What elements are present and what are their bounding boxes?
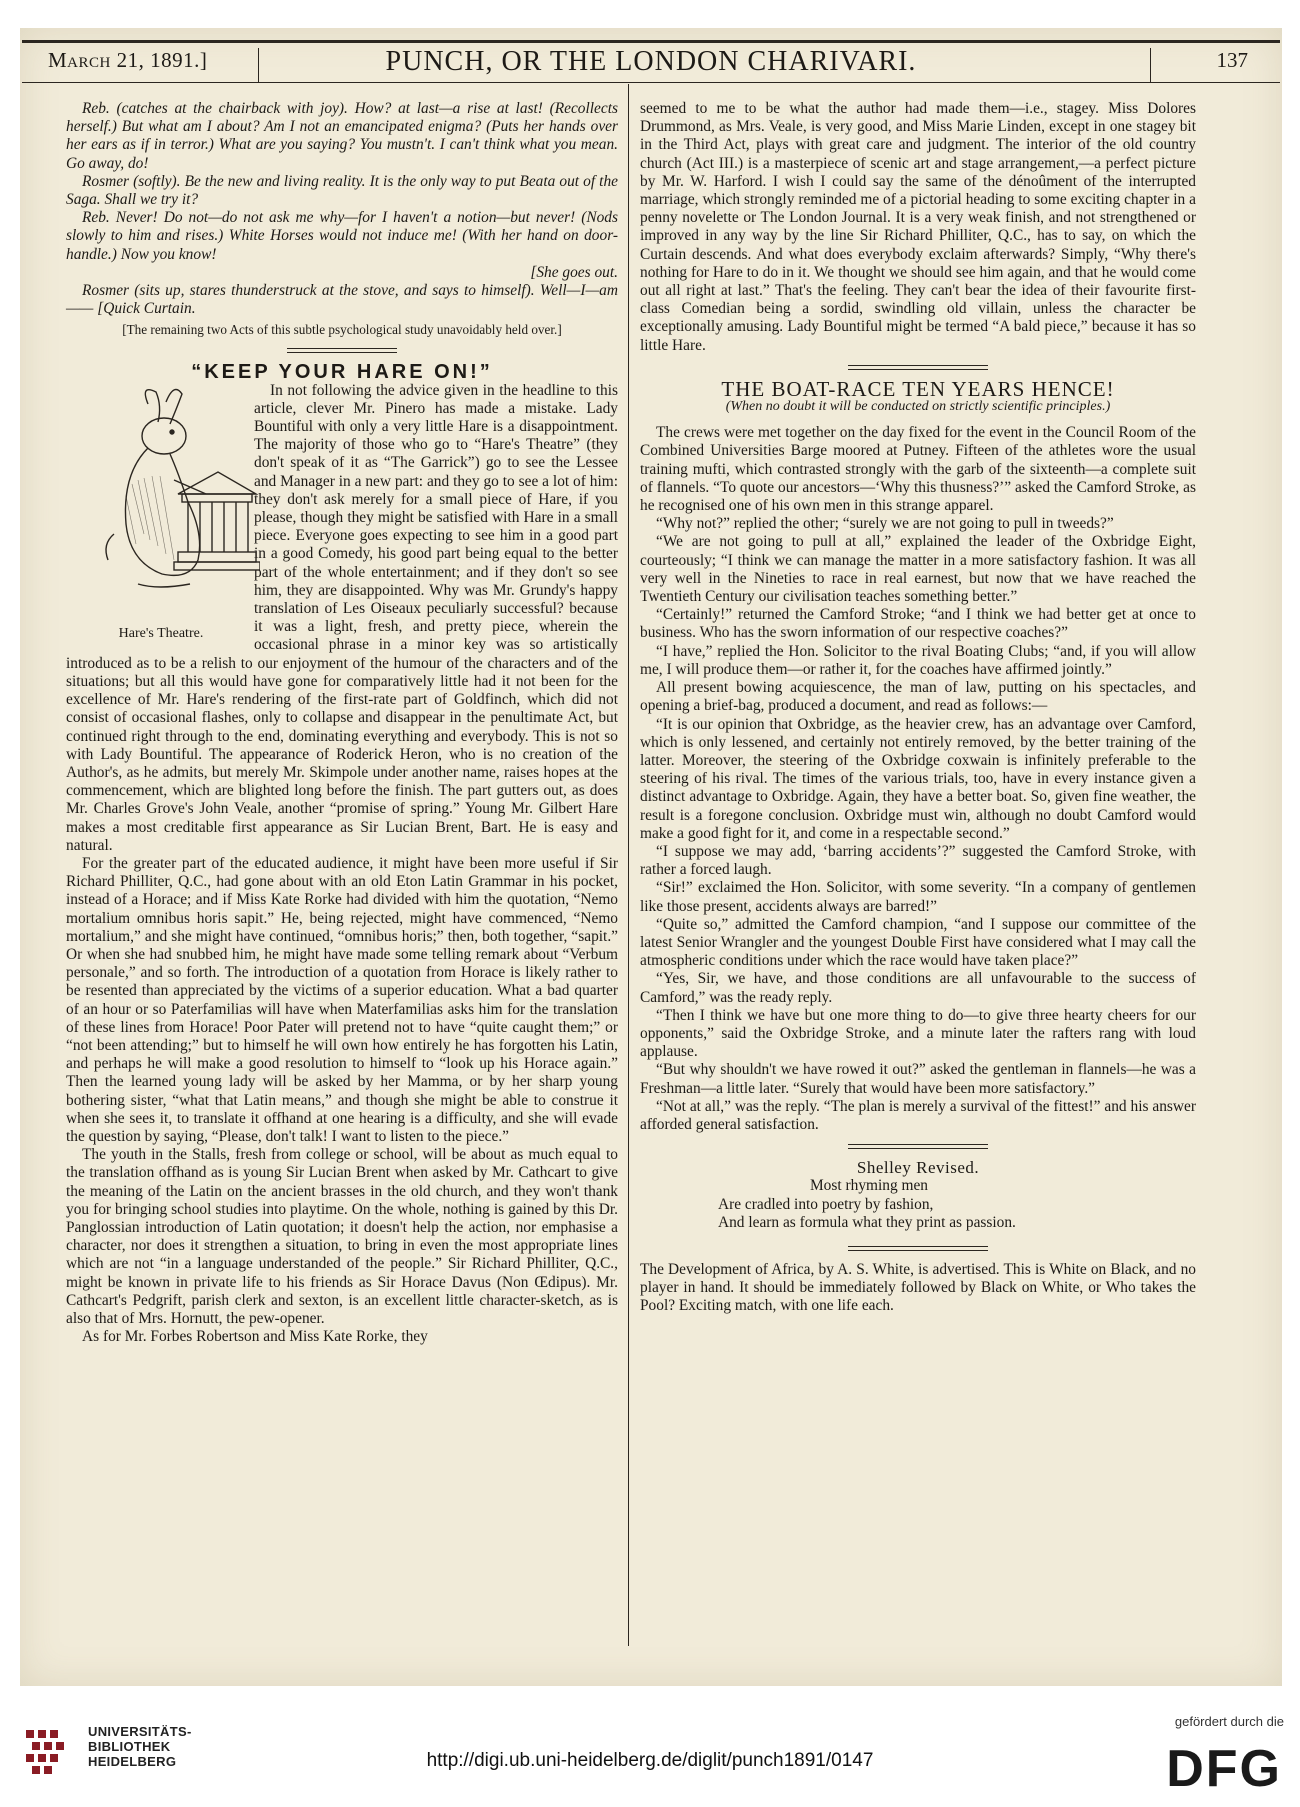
article-paragraph bbox=[66, 382, 618, 855]
article-paragraph: The youth in the Stalls, fresh from college or school, will be about as much equal to the translation offhand as is young Sir Lucian Brent when asked by Mr. Cathcart to give the meaning of the Latin on the ancient brasses in the old church, and they won't thank you for bringing school studies into playtime. On the whole, nothing is gained by this Dr. Panglossian introduction of Latin quotation; it doesn't help the action, nor emphasise a character, nor does it strengthen a situation, to bring in even the most appropriate lines which are not “in a language understanded of the people.” Sir Richard Philliter, Q.C., might be known in private life to his friends as Sir Horace Davus (Non Œdipus). Mr. Cathcart's Pedgrift, parish clerk and sexton, is an excellent little character-sketch, as is also that of Mrs. Hornutt, the pew-opener. bbox=[66, 1146, 618, 1327]
library-name-line: UNIVERSITÄTS- bbox=[88, 1724, 192, 1739]
article-paragraph: “I suppose we may add, ‘barring accidents’?” suggested the Camford Stroke, with rather a forced laugh. bbox=[640, 842, 1196, 879]
left-column bbox=[66, 100, 618, 1346]
article-paragraph: “But why shouldn't we have rowed it out?” asked the gentleman in flannels—he was a Freshman—a little later. “Surely that would have been more satisfactory.” bbox=[640, 1061, 1196, 1097]
header-divider-right bbox=[1150, 48, 1151, 82]
article-paragraph: “Quite so,” admitted the Camford champion, “and I suppose our committee of the latest Senior Wrangler and the youngest Double First have considered what I may call the atmospheric conditions under which the race would have taken place?” bbox=[640, 915, 1196, 970]
play-line: Reb. (catches at the chairback with joy). How? at last—a rise at last! (Recollects herself.) But what am I about? Am I not an emancipated enigma? (Puts her hands over her ears as if in terror.) What are you saying? You mustn't. I can't think what you mean. Go away, do! bbox=[66, 100, 618, 172]
stage-direction: [She goes out. bbox=[530, 263, 618, 281]
library-name-line: BIBLIOTHEK bbox=[88, 1739, 171, 1754]
article-paragraph: The crews were met together on the day fixed for the event in the Council Room of the Combined Universities Barge moored at Putney. Fifteen of the athletes wore the usual training mufti, which contrasted strongly with the garb of the sixteenth—a complete suit of flannels. “To quote our ancestors—‘Why this thusness?’” asked the Camford Stroke, as he recognised one of his own men in this strange apparel. bbox=[640, 424, 1196, 515]
header-rule bbox=[22, 40, 1280, 43]
article-paragraph: “We are not going to pull at all,” explained the leader of the Oxbridge Eight, courteously; “I think we can manage the matter in a more satisfactory fashion. It was all very well in the Nineties to race in real earnest, but now that we have reached the Twentieth Century our civilisation teaches something better.” bbox=[640, 533, 1196, 606]
article-paragraph: “Then I think we have but one more thing to do—to give three hearty cheers for our opponents,” said the Oxbridge Stroke, and a minute later the rafters rang with loud applause. bbox=[640, 1006, 1196, 1061]
article-paragraph: “Certainly!” returned the Camford Stroke; “and I think we had better get at once to business. Who has the sworn information of our respective coaches?” bbox=[640, 606, 1196, 642]
editor-note: [The remaining two Acts of this subtle psychological study unavoidably held over.] bbox=[122, 322, 562, 338]
play-line: Reb. Never! Do not—do not ask me why—for I haven't a notion—but never! (Nods slowly to him and rises.) White Horses would not induce me! (With her hand on door-handle.) Now you know! bbox=[66, 209, 618, 263]
page-title: PUNCH, OR THE LONDON CHARIVARI. bbox=[385, 46, 917, 77]
article-heading: THE BOAT-RACE TEN YEARS HENCE! bbox=[721, 376, 1115, 401]
funding-note: gefördert durch die bbox=[1174, 1714, 1284, 1729]
section-separator bbox=[848, 365, 988, 370]
dfg-logo-icon bbox=[1134, 1736, 1284, 1792]
header-rule-bottom bbox=[22, 82, 1280, 83]
right-column bbox=[640, 100, 1196, 1316]
figure-caption: Hare's Theatre. bbox=[118, 626, 204, 642]
article-paragraph: “Sir!” exclaimed the Hon. Solicitor, with some severity. “In a company of gentlemen like those present, accidents always are barred!” bbox=[640, 879, 1196, 915]
section-separator bbox=[848, 1246, 988, 1251]
article-paragraph: The Development of Africa, by A. S. White, is advertised. This is White on Black, and no player in hand. It should be immediately followed by Black on White, or Who takes the Pool? Exciting match, with one life each. bbox=[640, 1260, 1196, 1315]
poem-title: Shelley Revised. bbox=[856, 1158, 980, 1178]
hare-illustration bbox=[62, 384, 244, 644]
article-paragraph: For the greater part of the educated audience, it might have been more useful if Sir Richard Philliter, Q.C., had gone about with an old Eton Latin Grammar in his pocket, instead of a Horace; and if Miss Kate Rorke had divided with him the quotation, “Nemo mortalium omnibus horis sapit.” He, being rejected, might have commenced, “Nemo mortalium,” and she might have continued, “omnibus horis;” then, both together, “sapit.” Or when she had snubbed him, he might have made some telling remark about “Verbum personale,” and so forth. The introduction of a quotation from Horace is likely rather to be resented than appreciated by the victims of a superior education. What a bad quarter of an hour or so Paterfamilias will have when Materfamilias asks him for the translation of these lines from Horace! Poor Pater will pretend not to have “quite caught them;” or “not been attending;” but to himself he will own how entirely he has forgotten his Latin, and perhaps he will make a good resolution to himself to “look up his Horace again.” Then the learned young lady will be asked by her Mamma, or by her sharp young bothering sister, “what that Latin means,” and though she might be able to construe it when she sees it, to translate it offhand at one hearing is a difficulty, and she will evade the question by saying, “Please, don't talk! I want to listen to the piece.” bbox=[66, 854, 618, 1145]
article-paragraph: As for Mr. Forbes Robertson and Miss Kate Rorke, they bbox=[82, 1328, 428, 1346]
hare-theatre-icon bbox=[78, 384, 260, 614]
library-name-line: HEIDELBERG bbox=[88, 1754, 177, 1769]
poem-line: Are cradled into poetry by fashion, bbox=[718, 1195, 934, 1213]
library-footer bbox=[0, 1686, 1300, 1807]
article-heading: “KEEP YOUR HARE ON!” bbox=[191, 361, 493, 384]
issue-date: March 21, 1891.] bbox=[48, 48, 208, 72]
column-divider bbox=[628, 84, 629, 1646]
play-line: Rosmer (softly). Be the new and living reality. It is the only way to put Beata out of the Saga. Shall we try it? bbox=[66, 172, 618, 209]
section-separator bbox=[287, 348, 397, 353]
article-paragraph: “I have,” replied the Hon. Solicitor to the rival Boating Clubs; “and, if you will allow me, I will produce them—or rather it, for the coaches have affirmed jointly.” bbox=[640, 642, 1196, 678]
page-header bbox=[22, 46, 1280, 80]
article-paragraph: seemed to me to be what the author had made them—i.e., stagey. Miss Dolores Drummond, as Mrs. Veale, is very good, and Miss Marie Linden, except in one stagey bit in the Third Act, plays with great care and judgment. The interior of the old country church (Act III.) is a masterpiece of scenic art and stage arrangement,—a perfect picture by Mr. W. Harford. I wish I could say the same of the dénoûment of the interrupted marriage, which strongly reminded me of a pictorial heading to some exciting chapter in a penny novelette or The London Journal. It is a very weak finish, and not strengthened or improved in any way by the line Sir Richard Philliter, Q.C., has to say, on which the Curtain descends. And what does everybody exclaim afterwards? Simply, “Why there's nothing for Hare to do in it. We thought we should see him again, and that he would come out all right at last.” That's the feeling. They can't bear the idea of their favourite first-class Comedian being a sordid, swindling old villain, unless the character be exceptionally amusing. Lady Bountiful might be termed “A bald piece,” because it has so little Hare. bbox=[640, 100, 1196, 354]
play-line: Rosmer (sits up, stares thunderstruck at the stove, and says to himself). Well—I—am—— [Quick Curtain. bbox=[66, 282, 618, 318]
poem-line: Most rhyming men bbox=[810, 1177, 928, 1195]
section-separator bbox=[848, 1144, 988, 1149]
article-paragraph: “Why not?” replied the other; “surely we are not going to pull in tweeds?” bbox=[656, 515, 1114, 533]
header-divider-left bbox=[258, 48, 259, 82]
page-number: 137 bbox=[1216, 48, 1248, 72]
permalink[interactable]: http://digi.ub.uni-heidelberg.de/diglit/punch1891/0147 bbox=[426, 1750, 874, 1771]
poem-line: And learn as formula what they print as passion. bbox=[718, 1213, 1016, 1231]
article-paragraph: All present bowing acquiescence, the man of law, putting on his spectacles, and opening a brief-bag, produced a document, and read as follows:— bbox=[640, 679, 1196, 715]
article-paragraph: “Not at all,” was the reply. “The plan is merely a survival of the fittest!” and his answer afforded general satisfaction. bbox=[640, 1097, 1196, 1133]
article-paragraph: “Yes, Sir, we have, and those conditions are all unfavourable to the success of Camford,” was the ready reply. bbox=[640, 970, 1196, 1006]
article-subheading: (When no doubt it will be conducted on strictly scientific principles.) bbox=[725, 399, 1111, 415]
article-paragraph: “It is our opinion that Oxbridge, as the heavier crew, has an advantage over Camford, which is only lessened, and certainly not entirely removed, by the better training of the latter. Moreover, the steering of the Oxbridge coxwain is infinitely preferable to the steering of his rival. The times of the various trials, too, have in every instance given a distinct advantage to Oxbridge. Again, they have a better boat. So, given fine weather, the result is a foregone conclusion. Oxbridge must win, although no doubt Camford would make a good fight for it, and come in a respectable second.” bbox=[640, 715, 1196, 842]
article-paragraph-text: In not following the advice given in the headline to this article, clever Mr. Pinero has made a mistake. Lady Bountiful with only a very little Hare is a disappointment. The majority of those who go to “Hare's Theatre” (they don't speak of it as “The Garrick”) go to see the Lessee and Manager in a new part: and they go to see a lot of him: they don't ask merely for a small piece of Hare, if you please, though they might be satisfied with Hare in a small piece. Everyone goes expecting to see him in a good part in a good Comedy, his good part being equal to the better part of the whole entertainment; and if they don't so see him, they are disappointed. Why was Mr. Grundy's happy translation of Les Oiseaux peculiarly successful? because it was a light, fresh, and pretty piece, wherein the occasional phrase in a minor key was so artistically introduced as to be a relish to our enjoyment of the humour of the characters and of the situations; but all this would have gone for comparatively little had it not been for the excellence of Mr. Hare's rendering of the first-rate part of Goldfinch, which did not consist of occasional flashes, only to collapse and disappear in the penultimate Act, but continued right through to the end, dominating everything and everybody. This is not so with Lady Bountiful. The appearance of Roderick Heron, who is no creation of the Author's, as he admits, but merely Mr. Skimpole under another name, raises hopes at the commencement, which are blighted long before the finish. The part gutters out, as does Mr. Charles Grove's John Veale, another “promise of spring.” Young Mr. Gilbert Hare makes a most creditable first appearance as Sir Lucian Brent, Bart. He is easy and natural. bbox=[66, 381, 618, 854]
dfg-logo-text: DFG bbox=[1166, 1740, 1282, 1792]
